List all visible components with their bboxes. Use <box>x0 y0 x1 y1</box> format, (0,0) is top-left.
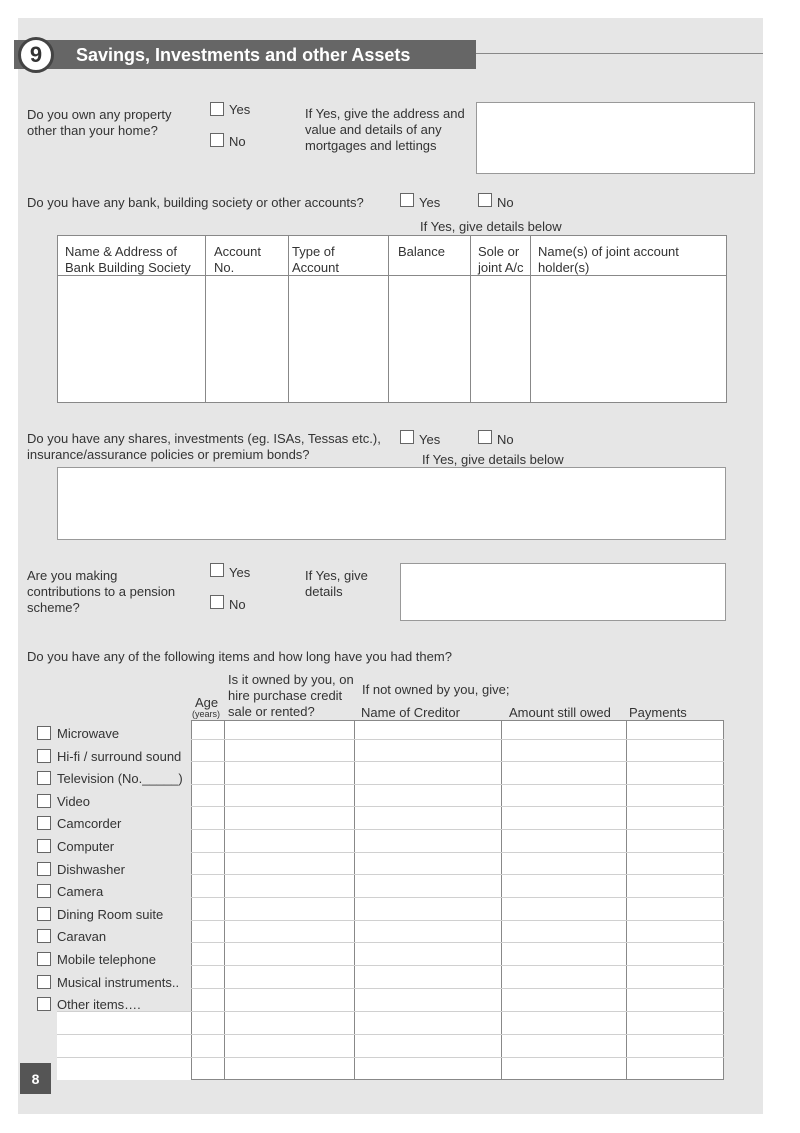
item-checkbox-dishwasher[interactable] <box>37 862 51 876</box>
column-header-joint-holders: Name(s) of joint account holder(s) <box>538 244 679 275</box>
section-title: Savings, Investments and other Assets <box>76 45 411 65</box>
bank-yes-checkbox[interactable] <box>400 193 414 207</box>
bank-no-label: No <box>497 195 514 210</box>
items-extra-rows-area[interactable] <box>57 1012 191 1080</box>
items-row-divider <box>191 806 724 807</box>
pension-no-label: No <box>229 597 246 612</box>
item-checkbox-camera[interactable] <box>37 884 51 898</box>
item-label: Caravan <box>57 929 107 944</box>
item-checkbox-camcorder[interactable] <box>37 816 51 830</box>
column-header-account-no: Account No. <box>214 244 261 275</box>
item-label: Television (No._____) <box>57 771 183 786</box>
shares-no-label: No <box>497 432 514 447</box>
property-no-label: No <box>229 134 246 149</box>
table-column-divider <box>288 235 289 403</box>
item-label: Camera <box>57 884 104 899</box>
property-details-box[interactable] <box>476 102 755 174</box>
item-label: Mobile telephone <box>57 952 157 967</box>
items-column-divider <box>224 720 225 1080</box>
column-header-creditor: Name of Creditor <box>361 705 460 720</box>
property-no-checkbox[interactable] <box>210 133 224 147</box>
item-label: Video <box>57 794 91 809</box>
bank-question: Do you have any bank, building society or other accounts? <box>27 195 364 210</box>
item-checkbox-mobile-telephone[interactable] <box>37 952 51 966</box>
column-header-bank-name: Name & Address of Bank Building Society <box>65 244 191 275</box>
items-row-divider <box>57 1011 724 1012</box>
items-row-divider <box>191 965 724 966</box>
items-row-divider <box>191 761 724 762</box>
item-checkbox-television[interactable] <box>37 771 51 785</box>
column-header-sole-joint: Sole or joint A/c <box>478 244 524 275</box>
items-row-divider <box>191 942 724 943</box>
header-divider <box>476 53 763 54</box>
column-header-balance: Balance <box>398 244 445 259</box>
items-row-divider <box>57 1034 724 1035</box>
property-yes-label: Yes <box>229 102 251 117</box>
item-label: Camcorder <box>57 816 122 831</box>
items-row-divider <box>191 874 724 875</box>
item-checkbox-musical-instruments[interactable] <box>37 975 51 989</box>
item-label: Musical instruments.. <box>57 975 180 990</box>
items-row-divider <box>57 1057 724 1058</box>
item-checkbox-caravan[interactable] <box>37 929 51 943</box>
column-header-account-type: Type of Account <box>292 244 339 275</box>
items-row-divider <box>191 920 724 921</box>
pension-question: Are you making contributions to a pension scheme? <box>27 568 176 615</box>
column-header-age-unit: (years) <box>192 709 221 719</box>
items-row-divider <box>191 852 724 853</box>
column-header-age: Age <box>195 695 219 710</box>
item-label: Hi-fi / surround sound <box>57 749 182 764</box>
shares-details-note: If Yes, give details below <box>422 452 564 467</box>
column-header-amount-owed: Amount still owed <box>509 705 611 720</box>
items-row-divider <box>191 829 724 830</box>
item-checkbox-other-items[interactable] <box>37 997 51 1011</box>
items-column-divider <box>626 720 627 1080</box>
item-checkbox-video[interactable] <box>37 794 51 808</box>
pension-details-box[interactable] <box>400 563 726 621</box>
table-column-divider <box>530 235 531 403</box>
table-column-divider <box>388 235 389 403</box>
items-row-divider <box>191 897 724 898</box>
items-table[interactable] <box>191 720 724 1080</box>
bank-details-note: If Yes, give details below <box>420 219 562 234</box>
shares-question-line2: insurance/assurance policies or premium bonds? <box>27 447 310 462</box>
pension-if-yes-label: If Yes, give details <box>305 568 368 599</box>
not-owned-note: If not owned by you, give; <box>362 682 510 697</box>
shares-no-checkbox[interactable] <box>478 430 492 444</box>
pension-no-checkbox[interactable] <box>210 595 224 609</box>
item-checkbox-dining-room-suite[interactable] <box>37 907 51 921</box>
pension-yes-label: Yes <box>229 565 251 580</box>
item-label: Dining Room suite <box>57 907 164 922</box>
shares-details-box[interactable] <box>57 467 726 540</box>
property-yes-checkbox[interactable] <box>210 102 224 116</box>
items-column-divider <box>354 720 355 1080</box>
page-number: 8 <box>20 1063 51 1094</box>
bank-no-checkbox[interactable] <box>478 193 492 207</box>
item-checkbox-hifi[interactable] <box>37 749 51 763</box>
item-checkbox-computer[interactable] <box>37 839 51 853</box>
items-row-divider <box>191 784 724 785</box>
item-label: Other items…. <box>57 997 141 1012</box>
items-question: Do you have any of the following items and how long have you had them? <box>27 649 452 664</box>
property-if-yes-label: If Yes, give the address and value and details of any mortgages and lettings <box>305 106 465 153</box>
item-checkbox-microwave[interactable] <box>37 726 51 740</box>
item-label: Microwave <box>57 726 120 741</box>
items-row-divider <box>191 739 724 740</box>
items-column-divider <box>501 720 502 1080</box>
table-column-divider <box>205 235 206 403</box>
item-label: Dishwasher <box>57 862 125 877</box>
section-number: 9 <box>18 37 54 73</box>
item-label: Computer <box>57 839 115 854</box>
shares-yes-label: Yes <box>419 432 441 447</box>
column-header-ownership: Is it owned by you, on hire purchase credit sale or rented? <box>228 672 354 719</box>
property-question: Do you own any property other than your home? <box>27 107 172 138</box>
column-header-payments: Payments <box>629 705 687 720</box>
shares-yes-checkbox[interactable] <box>400 430 414 444</box>
table-column-divider <box>470 235 471 403</box>
shares-question-line1: Do you have any shares, investments (eg. ISAs, Tessas etc.), <box>27 431 381 446</box>
bank-yes-label: Yes <box>419 195 441 210</box>
pension-yes-checkbox[interactable] <box>210 563 224 577</box>
items-row-divider <box>191 988 724 989</box>
